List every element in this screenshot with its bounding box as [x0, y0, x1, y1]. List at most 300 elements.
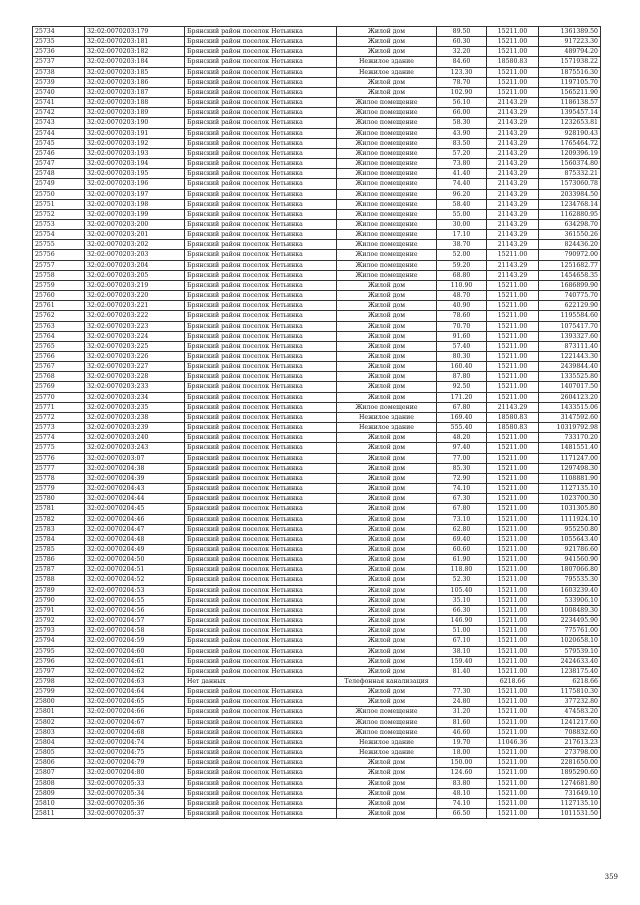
cadastral-number-cell: 32:02:0070204:52: [85, 575, 185, 585]
row-number-cell: 25778: [33, 473, 85, 483]
specific-value-cell: 21143.29: [487, 230, 539, 240]
cadastral-number-cell: 32:02:0070203:186: [85, 77, 185, 87]
table-row: [33, 727, 601, 737]
address-cell: Брянский район поселок Нетьинка: [185, 169, 337, 179]
specific-value-cell: 15211.00: [487, 280, 539, 290]
row-number-cell: 25779: [33, 484, 85, 494]
address-cell: Брянский район поселок Нетьинка: [185, 412, 337, 422]
specific-value-cell: 15211.00: [487, 605, 539, 615]
row-number-cell: 25781: [33, 504, 85, 514]
specific-value-cell: 11046.36: [487, 737, 539, 747]
row-number-cell: 25795: [33, 646, 85, 656]
area-cell: 159.40: [437, 656, 487, 666]
object-type-cell: Нежилое здание: [337, 67, 437, 77]
table-row: [33, 57, 601, 67]
address-cell: Брянский район поселок Нетьинка: [185, 402, 337, 412]
object-type-cell: Жилое помещение: [337, 260, 437, 270]
cadastral-number-cell: 32:02:0070204:46: [85, 514, 185, 524]
cadastral-value-table: [32, 26, 601, 819]
cadastral-number-cell: 32:02:0070204:53: [85, 585, 185, 595]
table-row: [33, 87, 601, 97]
cadastral-value-cell: 1111924.10: [539, 514, 601, 524]
cadastral-value-cell: 579539.10: [539, 646, 601, 656]
specific-value-cell: 15211.00: [487, 331, 539, 341]
area-cell: 146.90: [437, 616, 487, 626]
cadastral-number-cell: 32:02:0070204:68: [85, 727, 185, 737]
specific-value-cell: 15211.00: [487, 788, 539, 798]
cadastral-value-cell: 1108881.90: [539, 473, 601, 483]
object-type-cell: Жилой дом: [337, 443, 437, 453]
address-cell: Брянский район поселок Нетьинка: [185, 179, 337, 189]
specific-value-cell: 21143.29: [487, 128, 539, 138]
table-row: [33, 138, 601, 148]
row-number-cell: 25754: [33, 230, 85, 240]
cadastral-value-cell: 1573060.78: [539, 179, 601, 189]
address-cell: Брянский район поселок Нетьинка: [185, 189, 337, 199]
specific-value-cell: 15211.00: [487, 575, 539, 585]
cadastral-number-cell: 32:02:0070203:228: [85, 372, 185, 382]
object-type-cell: Жилой дом: [337, 494, 437, 504]
address-cell: Брянский район поселок Нетьинка: [185, 534, 337, 544]
object-type-cell: Жилое помещение: [337, 98, 437, 108]
cadastral-number-cell: 32:02:0070203:182: [85, 47, 185, 57]
object-type-cell: Жилой дом: [337, 687, 437, 697]
specific-value-cell: 15211.00: [487, 67, 539, 77]
table-row: [33, 270, 601, 280]
object-type-cell: Жилое помещение: [337, 138, 437, 148]
specific-value-cell: 21143.29: [487, 118, 539, 128]
specific-value-cell: 21143.29: [487, 402, 539, 412]
object-type-cell: Жилой дом: [337, 656, 437, 666]
address-cell: Брянский район поселок Нетьинка: [185, 748, 337, 758]
row-number-cell: 25757: [33, 260, 85, 270]
cadastral-value-cell: 533906.10: [539, 595, 601, 605]
area-cell: 118.80: [437, 565, 487, 575]
table-row: [33, 433, 601, 443]
table-row: [33, 37, 601, 47]
cadastral-number-cell: 32:02:0070204:45: [85, 504, 185, 514]
area-cell: 77.00: [437, 453, 487, 463]
specific-value-cell: 15211.00: [487, 544, 539, 554]
table-row: [33, 697, 601, 707]
cadastral-value-cell: 474583.20: [539, 707, 601, 717]
row-number-cell: 25808: [33, 778, 85, 788]
cadastral-number-cell: 32:02:0070204:58: [85, 626, 185, 636]
table-row: [33, 443, 601, 453]
cadastral-value-cell: 377232.80: [539, 697, 601, 707]
cadastral-value-cell: 1686899.90: [539, 280, 601, 290]
area-cell: 160.40: [437, 362, 487, 372]
object-type-cell: Жилой дом: [337, 585, 437, 595]
cadastral-value-cell: 1186138.57: [539, 98, 601, 108]
cadastral-number-cell: 32:02:0070203:203: [85, 250, 185, 260]
table-row: [33, 717, 601, 727]
object-type-cell: Жилой дом: [337, 544, 437, 554]
specific-value-cell: 15211.00: [487, 768, 539, 778]
object-type-cell: Жилой дом: [337, 362, 437, 372]
specific-value-cell: 15211.00: [487, 636, 539, 646]
table-row: [33, 494, 601, 504]
row-number-cell: 25782: [33, 514, 85, 524]
cadastral-value-cell: 873111.40: [539, 341, 601, 351]
address-cell: Брянский район поселок Нетьинка: [185, 362, 337, 372]
area-cell: 60.60: [437, 544, 487, 554]
object-type-cell: Жилой дом: [337, 555, 437, 565]
row-number-cell: 25807: [33, 768, 85, 778]
table-row: [33, 768, 601, 778]
specific-value-cell: 15211.00: [487, 87, 539, 97]
cadastral-value-cell: 1807066.80: [539, 565, 601, 575]
cadastral-number-cell: 32:02:0070203:243: [85, 443, 185, 453]
cadastral-value-cell: 1454658.35: [539, 270, 601, 280]
cadastral-value-cell: 1023700.30: [539, 494, 601, 504]
address-cell: Брянский район поселок Нетьинка: [185, 128, 337, 138]
address-cell: Брянский район поселок Нетьинка: [185, 595, 337, 605]
area-cell: 81.40: [437, 666, 487, 676]
table-row: [33, 341, 601, 351]
cadastral-value-cell: 1127135.10: [539, 798, 601, 808]
table-row: [33, 159, 601, 169]
object-type-cell: Жилой дом: [337, 575, 437, 585]
address-cell: Брянский район поселок Нетьинка: [185, 270, 337, 280]
area-cell: 59.20: [437, 260, 487, 270]
object-type-cell: Нежилое здание: [337, 737, 437, 747]
address-cell: Брянский район поселок Нетьинка: [185, 280, 337, 290]
address-cell: Брянский район поселок Нетьинка: [185, 758, 337, 768]
row-number-cell: 25796: [33, 656, 85, 666]
cadastral-value-cell: 2234495.90: [539, 616, 601, 626]
specific-value-cell: 15211.00: [487, 626, 539, 636]
address-cell: Брянский район поселок Нетьинка: [185, 717, 337, 727]
row-number-cell: 25762: [33, 311, 85, 321]
object-type-cell: Жилое помещение: [337, 118, 437, 128]
object-type-cell: Жилой дом: [337, 352, 437, 362]
cadastral-value-cell: 361550.26: [539, 230, 601, 240]
object-type-cell: Жилое помещение: [337, 250, 437, 260]
area-cell: 66.30: [437, 605, 487, 615]
area-cell: 83.50: [437, 138, 487, 148]
table-row: [33, 179, 601, 189]
area-cell: 83.80: [437, 778, 487, 788]
area-cell: 62.80: [437, 524, 487, 534]
row-number-cell: 25775: [33, 443, 85, 453]
row-number-cell: 25787: [33, 565, 85, 575]
address-cell: Брянский район поселок Нетьинка: [185, 311, 337, 321]
cadastral-value-cell: 1393327.60: [539, 331, 601, 341]
area-cell: 85.30: [437, 463, 487, 473]
row-number-cell: 25749: [33, 179, 85, 189]
object-type-cell: Жилой дом: [337, 778, 437, 788]
row-number-cell: 25756: [33, 250, 85, 260]
cadastral-number-cell: 32:02:0070204:63: [85, 677, 185, 687]
table-row: [33, 392, 601, 402]
row-number-cell: 25741: [33, 98, 85, 108]
row-number-cell: 25742: [33, 108, 85, 118]
object-type-cell: Жилой дом: [337, 484, 437, 494]
cadastral-value-cell: 1238175.40: [539, 666, 601, 676]
cadastral-number-cell: 32:02:0070204:55: [85, 595, 185, 605]
object-type-cell: Жилое помещение: [337, 707, 437, 717]
address-cell: Брянский район поселок Нетьинка: [185, 524, 337, 534]
specific-value-cell: 15211.00: [487, 362, 539, 372]
row-number-cell: 25810: [33, 798, 85, 808]
object-type-cell: Жилое помещение: [337, 148, 437, 158]
row-number-cell: 25806: [33, 758, 85, 768]
area-cell: 38.70: [437, 240, 487, 250]
cadastral-number-cell: 32:02:0070203:187: [85, 87, 185, 97]
cadastral-number-cell: 32:02:0070203:220: [85, 291, 185, 301]
cadastral-value-cell: 1875516.30: [539, 67, 601, 77]
table-row: [33, 331, 601, 341]
row-number-cell: 25792: [33, 616, 85, 626]
cadastral-value-cell: 1195584.60: [539, 311, 601, 321]
row-number-cell: 25761: [33, 301, 85, 311]
address-cell: Брянский район поселок Нетьинка: [185, 778, 337, 788]
address-cell: Брянский район поселок Нетьинка: [185, 605, 337, 615]
cadastral-value-cell: 731649.10: [539, 788, 601, 798]
table-row: [33, 748, 601, 758]
cadastral-number-cell: 32:02:0070204:80: [85, 768, 185, 778]
specific-value-cell: 15211.00: [487, 748, 539, 758]
specific-value-cell: 15211.00: [487, 666, 539, 676]
area-cell: 97.40: [437, 443, 487, 453]
table-row: [33, 47, 601, 57]
cadastral-number-cell: 32:02:0070204:60: [85, 646, 185, 656]
specific-value-cell: 6218.66: [487, 677, 539, 687]
cadastral-number-cell: 32:02:0070204:39: [85, 473, 185, 483]
cadastral-number-cell: 32:02:0070204:79: [85, 758, 185, 768]
specific-value-cell: 21143.29: [487, 108, 539, 118]
object-type-cell: Жилой дом: [337, 616, 437, 626]
specific-value-cell: 18580.83: [487, 57, 539, 67]
area-cell: 73.10: [437, 514, 487, 524]
table-row: [33, 778, 601, 788]
cadastral-number-cell: 32:02:0070204:59: [85, 636, 185, 646]
table-row: [33, 534, 601, 544]
cadastral-number-cell: 32:02:0070203:234: [85, 392, 185, 402]
object-type-cell: Жилое помещение: [337, 108, 437, 118]
table-row: [33, 77, 601, 87]
address-cell: Брянский район поселок Нетьинка: [185, 737, 337, 747]
table-row: [33, 291, 601, 301]
row-number-cell: 25734: [33, 27, 85, 37]
table-row: [33, 128, 601, 138]
object-type-cell: Жилой дом: [337, 301, 437, 311]
cadastral-value-cell: 733170.20: [539, 433, 601, 443]
address-cell: Брянский район поселок Нетьинка: [185, 484, 337, 494]
row-number-cell: 25760: [33, 291, 85, 301]
address-cell: Брянский район поселок Нетьинка: [185, 57, 337, 67]
address-cell: Брянский район поселок Нетьинка: [185, 666, 337, 676]
cadastral-value-cell: 1197105.70: [539, 77, 601, 87]
cadastral-number-cell: 32:02:0070203:189: [85, 108, 185, 118]
table-row: [33, 616, 601, 626]
table-row: [33, 362, 601, 372]
row-number-cell: 25797: [33, 666, 85, 676]
table-row: [33, 595, 601, 605]
cadastral-value-cell: 1162880.95: [539, 209, 601, 219]
object-type-cell: Жилой дом: [337, 565, 437, 575]
object-type-cell: Жилое помещение: [337, 230, 437, 240]
area-cell: 60.30: [437, 37, 487, 47]
object-type-cell: Жилое помещение: [337, 169, 437, 179]
cadastral-number-cell: 32:02:0070203:197: [85, 189, 185, 199]
table-row: [33, 809, 601, 819]
table-row: [33, 230, 601, 240]
object-type-cell: Нежилое здание: [337, 748, 437, 758]
address-cell: Брянский район поселок Нетьинка: [185, 108, 337, 118]
cadastral-number-cell: 32:02:0070204:48: [85, 534, 185, 544]
cadastral-value-cell: 6218.66: [539, 677, 601, 687]
specific-value-cell: 21143.29: [487, 148, 539, 158]
table-row: [33, 656, 601, 666]
cadastral-value-cell: 2604123.20: [539, 392, 601, 402]
table-row: [33, 189, 601, 199]
table-row: [33, 199, 601, 209]
area-cell: 58.30: [437, 118, 487, 128]
cadastral-value-cell: 917223.30: [539, 37, 601, 47]
area-cell: 31.20: [437, 707, 487, 717]
cadastral-number-cell: 32:02:0070204:75: [85, 748, 185, 758]
row-number-cell: 25752: [33, 209, 85, 219]
cadastral-number-cell: 32:02:0070203:181: [85, 37, 185, 47]
area-cell: 110.90: [437, 280, 487, 290]
address-cell: Брянский район поселок Нетьинка: [185, 98, 337, 108]
address-cell: Брянский район поселок Нетьинка: [185, 616, 337, 626]
cadastral-value-cell: 1571938.22: [539, 57, 601, 67]
object-type-cell: Жилой дом: [337, 514, 437, 524]
address-cell: Брянский район поселок Нетьинка: [185, 626, 337, 636]
object-type-cell: Жилой дом: [337, 311, 437, 321]
cadastral-number-cell: 32:02:0070203:194: [85, 159, 185, 169]
area-cell: 58.40: [437, 199, 487, 209]
cadastral-value-cell: 824436.20: [539, 240, 601, 250]
object-type-cell: Нежилое здание: [337, 57, 437, 67]
address-cell: Брянский район поселок Нетьинка: [185, 544, 337, 554]
table-row: [33, 250, 601, 260]
cadastral-number-cell: 32:02:0070204:67: [85, 717, 185, 727]
specific-value-cell: 15211.00: [487, 656, 539, 666]
cadastral-value-cell: 1209396.19: [539, 148, 601, 158]
cadastral-value-cell: 1433515.06: [539, 402, 601, 412]
address-cell: Брянский район поселок Нетьинка: [185, 301, 337, 311]
cadastral-number-cell: 32:02:0070203:185: [85, 67, 185, 77]
cadastral-value-cell: 775761.00: [539, 626, 601, 636]
specific-value-cell: 15211.00: [487, 382, 539, 392]
row-number-cell: 25755: [33, 240, 85, 250]
object-type-cell: Жилое помещение: [337, 189, 437, 199]
area-cell: 87.80: [437, 372, 487, 382]
table-row: [33, 798, 601, 808]
specific-value-cell: 21143.29: [487, 138, 539, 148]
cadastral-value-cell: 2033984.50: [539, 189, 601, 199]
cadastral-value-cell: 1055643.40: [539, 534, 601, 544]
object-type-cell: Жилой дом: [337, 27, 437, 37]
row-number-cell: 25800: [33, 697, 85, 707]
specific-value-cell: 15211.00: [487, 433, 539, 443]
row-number-cell: 25746: [33, 148, 85, 158]
object-type-cell: Жилой дом: [337, 87, 437, 97]
row-number-cell: 25743: [33, 118, 85, 128]
cadastral-number-cell: 32:02:0070203:184: [85, 57, 185, 67]
table-row: [33, 585, 601, 595]
cadastral-value-cell: 1274681.80: [539, 778, 601, 788]
object-type-cell: Жилой дом: [337, 768, 437, 778]
cadastral-value-cell: 928190.43: [539, 128, 601, 138]
address-cell: Брянский район поселок Нетьинка: [185, 118, 337, 128]
area-cell: 17.10: [437, 230, 487, 240]
cadastral-number-cell: 32:02:0070203:191: [85, 128, 185, 138]
specific-value-cell: 15211.00: [487, 585, 539, 595]
table-row: [33, 463, 601, 473]
area-cell: 67.80: [437, 402, 487, 412]
address-cell: Брянский район поселок Нетьинка: [185, 514, 337, 524]
row-number-cell: 25771: [33, 402, 85, 412]
address-cell: Брянский район поселок Нетьинка: [185, 453, 337, 463]
address-cell: Брянский район поселок Нетьинка: [185, 47, 337, 57]
cadastral-number-cell: 32:02:0070203:222: [85, 311, 185, 321]
object-type-cell: Жилой дом: [337, 758, 437, 768]
row-number-cell: 25799: [33, 687, 85, 697]
address-cell: Брянский район поселок Нетьинка: [185, 372, 337, 382]
cadastral-value-cell: 875332.21: [539, 169, 601, 179]
cadastral-number-cell: 32:02:0070203:201: [85, 230, 185, 240]
address-cell: Брянский район поселок Нетьинка: [185, 504, 337, 514]
object-type-cell: Жилой дом: [337, 392, 437, 402]
specific-value-cell: 15211.00: [487, 453, 539, 463]
specific-value-cell: 18580.83: [487, 412, 539, 422]
row-number-cell: 25768: [33, 372, 85, 382]
cadastral-number-cell: 32:02:0070204:74: [85, 737, 185, 747]
cadastral-value-cell: 790972.00: [539, 250, 601, 260]
area-cell: 35.10: [437, 595, 487, 605]
address-cell: Брянский район поселок Нетьинка: [185, 341, 337, 351]
object-type-cell: Жилое помещение: [337, 402, 437, 412]
cadastral-value-cell: 489794.20: [539, 47, 601, 57]
area-cell: 69.40: [437, 534, 487, 544]
object-type-cell: Телефонная канализация: [337, 677, 437, 687]
specific-value-cell: 15211.00: [487, 301, 539, 311]
row-number-cell: 25764: [33, 331, 85, 341]
specific-value-cell: 15211.00: [487, 565, 539, 575]
table-row: [33, 67, 601, 77]
specific-value-cell: 15211.00: [487, 494, 539, 504]
object-type-cell: Жилое помещение: [337, 717, 437, 727]
cadastral-value-cell: 1232653.81: [539, 118, 601, 128]
object-type-cell: Жилое помещение: [337, 159, 437, 169]
table-row: [33, 687, 601, 697]
row-number-cell: 25805: [33, 748, 85, 758]
address-cell: Брянский район поселок Нетьинка: [185, 159, 337, 169]
row-number-cell: 25798: [33, 677, 85, 687]
row-number-cell: 25748: [33, 169, 85, 179]
address-cell: Брянский район поселок Нетьинка: [185, 260, 337, 270]
cadastral-number-cell: 32:02:0070203:204: [85, 260, 185, 270]
area-cell: 48.10: [437, 788, 487, 798]
specific-value-cell: 15211.00: [487, 758, 539, 768]
area-cell: 74.10: [437, 798, 487, 808]
object-type-cell: Жилой дом: [337, 646, 437, 656]
object-type-cell: Жилое помещение: [337, 240, 437, 250]
cadastral-number-cell: 32:02:0070204:50: [85, 555, 185, 565]
cadastral-number-cell: 32:02:0070203:195: [85, 169, 185, 179]
row-number-cell: 25740: [33, 87, 85, 97]
object-type-cell: Жилой дом: [337, 605, 437, 615]
row-number-cell: 25790: [33, 595, 85, 605]
area-cell: 52.30: [437, 575, 487, 585]
address-cell: Брянский район поселок Нетьинка: [185, 555, 337, 565]
cadastral-value-cell: 2439844.40: [539, 362, 601, 372]
